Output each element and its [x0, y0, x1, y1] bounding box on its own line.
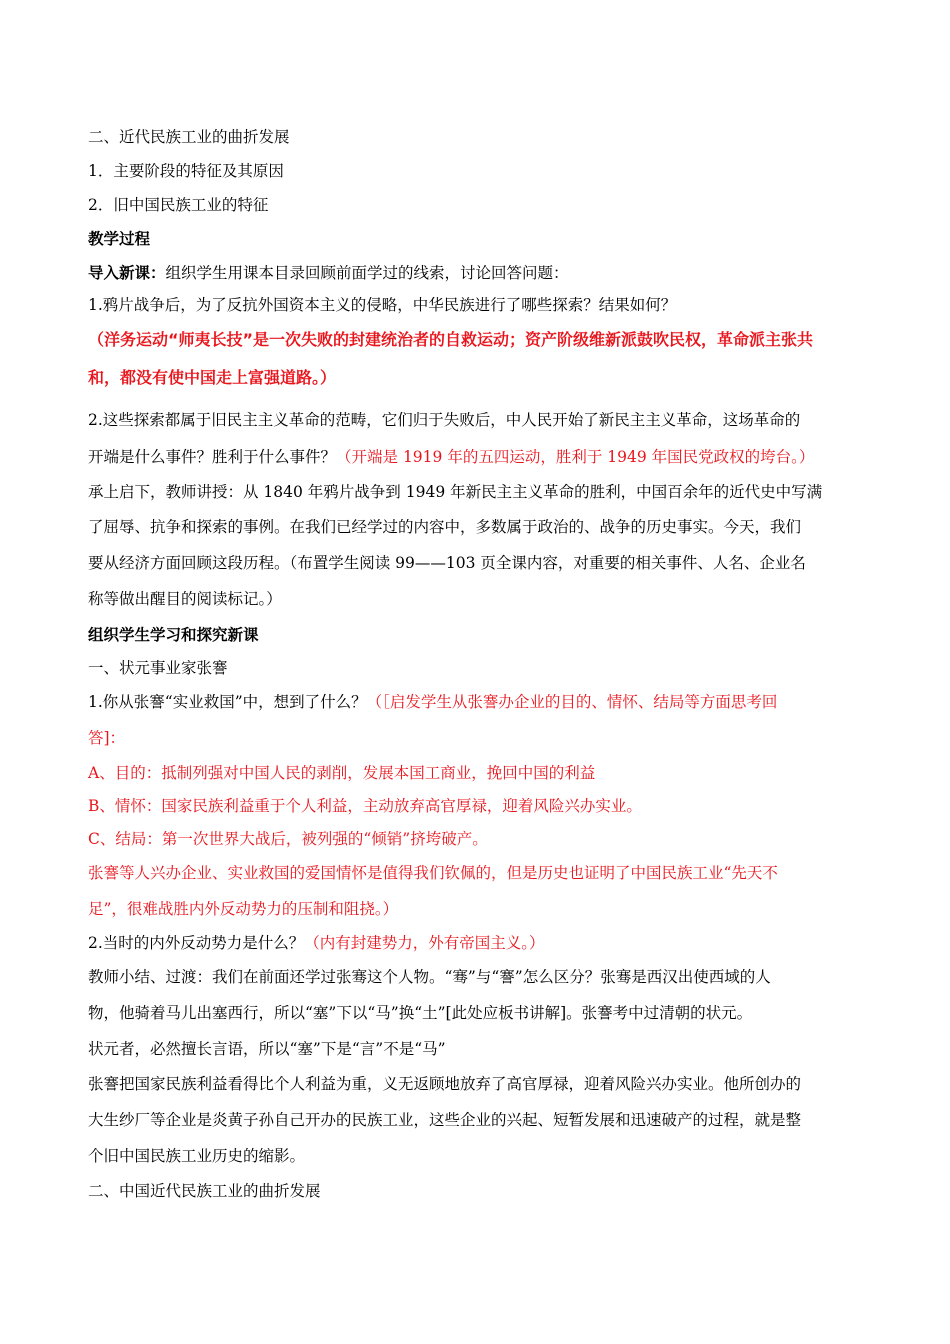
intro-text: 组织学生用课本目录回顾前面学过的线索，讨论回答问题：	[165, 264, 569, 282]
lecture-line-1: 承上启下，教师讲授：从 1840 年鸦片战争到 1949 年新民主主义革命的胜利，中国百余年的近代史中写满	[88, 483, 823, 501]
question-3-text: 1.你从张謇“实业救国”中，想到了什么？	[88, 693, 367, 711]
zhangjian-line-1: 张謇把国家民族利益看得比个人利益为重，义无返顾地放弃了高官厚禄，迎着风险兴办实业。他所创办的	[88, 1075, 802, 1093]
question-3-line-1	[88, 692, 777, 712]
question-3-hint-line-2: 答]：	[88, 729, 126, 747]
zhangjian-line-3: 个旧中国民族工业历史的缩影。	[88, 1147, 306, 1165]
summary-line-3: 状元者，必然擅长言语，所以“塞”下是“言”不是“马”	[88, 1040, 446, 1058]
intro-paragraph	[88, 263, 569, 283]
question-2-line-2	[88, 447, 814, 467]
section-1-title: 一、状元事业家张謇	[88, 659, 228, 677]
question-2-line-1: 2.这些探索都属于旧民主主义革命的范畴，它们归于失败后，中人民开始了新民主主义革命，这场革命的	[88, 411, 801, 429]
question-2-text: 开端是什么事件？胜利于什么事件？	[88, 448, 337, 466]
summary-line-2: 物，他骑着马儿出塞西行，所以“塞”下以“马”换“土”[此处应板书讲解]。张謇考中过清朝的状元。	[88, 1004, 753, 1022]
answer-1-line-2: 和，都没有使中国走上富强道路。）	[88, 368, 337, 387]
zhangjian-line-2: 大生纱厂等企业是炎黄子孙自己开办的民族工业，这些企业的兴起、短暂发展和迅速破产的过程，就是整	[88, 1111, 802, 1129]
answer-2: （开端是 1919 年的五四运动，胜利于 1949 年国民党政权的垮台。）	[336, 448, 815, 466]
answer-purpose: A、目的：抵制列强对中国人民的剥削，发展本国工商业，挽回中国的利益	[88, 764, 596, 782]
outline-subitem-2: 2．旧中国民族工业的特征	[88, 196, 269, 214]
answer-sentiment: B、情怀：国家民族利益重于个人利益，主动放弃高官厚禄，迎着风险兴办实业。	[88, 797, 642, 815]
answer-summary-line-1: 张謇等人兴办企业、实业救国的爱国情怀是值得我们钦佩的，但是历史也证明了中国民族工业“先天不	[88, 864, 778, 882]
question-4	[88, 933, 545, 953]
lecture-line-2: 了屈辱、抗争和探索的事例。在我们已经学过的内容中，多数属于政治的、战争的历史事实。今天，我们	[88, 518, 802, 536]
heading-organize-study: 组织学生学习和探究新课	[88, 625, 259, 644]
heading-teaching-process: 教学过程	[88, 229, 151, 248]
answer-outcome: C、结局：第一次世界大战后，被列强的“倾销”挤垮破产。	[88, 830, 488, 848]
lecture-line-4: 称等做出醒目的阅读标记。）	[88, 590, 282, 608]
question-4-text: 2.当时的内外反动势力是什么？	[88, 934, 305, 952]
lecture-line-3: 要从经济方面回顾这段历程。（布置学生阅读 99——103 页全课内容，对重要的相关事件、人名、企业名	[88, 554, 806, 572]
summary-line-1: 教师小结、过渡：我们在前面还学过张骞这个人物。“骞”与“謇”怎么区分？张骞是西汉出使西域的人	[88, 968, 771, 986]
outline-item-2: 二、近代民族工业的曲折发展	[88, 128, 290, 146]
answer-summary-line-2: 足”，很难战胜内外反动势力的压制和阻挠。）	[88, 900, 399, 918]
intro-label: 导入新课：	[88, 263, 166, 282]
section-2-title: 二、中国近代民族工业的曲折发展	[88, 1182, 321, 1200]
outline-subitem-1: 1．主要阶段的特征及其原因	[88, 162, 284, 180]
question-3-hint: （［启发学生从张謇办企业的目的、情怀、结局等方面思考回	[366, 693, 778, 711]
question-1: 1.鸦片战争后，为了反抗外国资本主义的侵略，中华民族进行了哪些探索？结果如何？	[88, 296, 677, 314]
answer-4: （内有封建势力，外有帝国主义。）	[304, 934, 545, 952]
answer-1-line-1: （洋务运动“师夷长技”是一次失败的封建统治者的自救运动；资产阶级维新派鼓吹民权，革命派主张共	[88, 330, 814, 349]
